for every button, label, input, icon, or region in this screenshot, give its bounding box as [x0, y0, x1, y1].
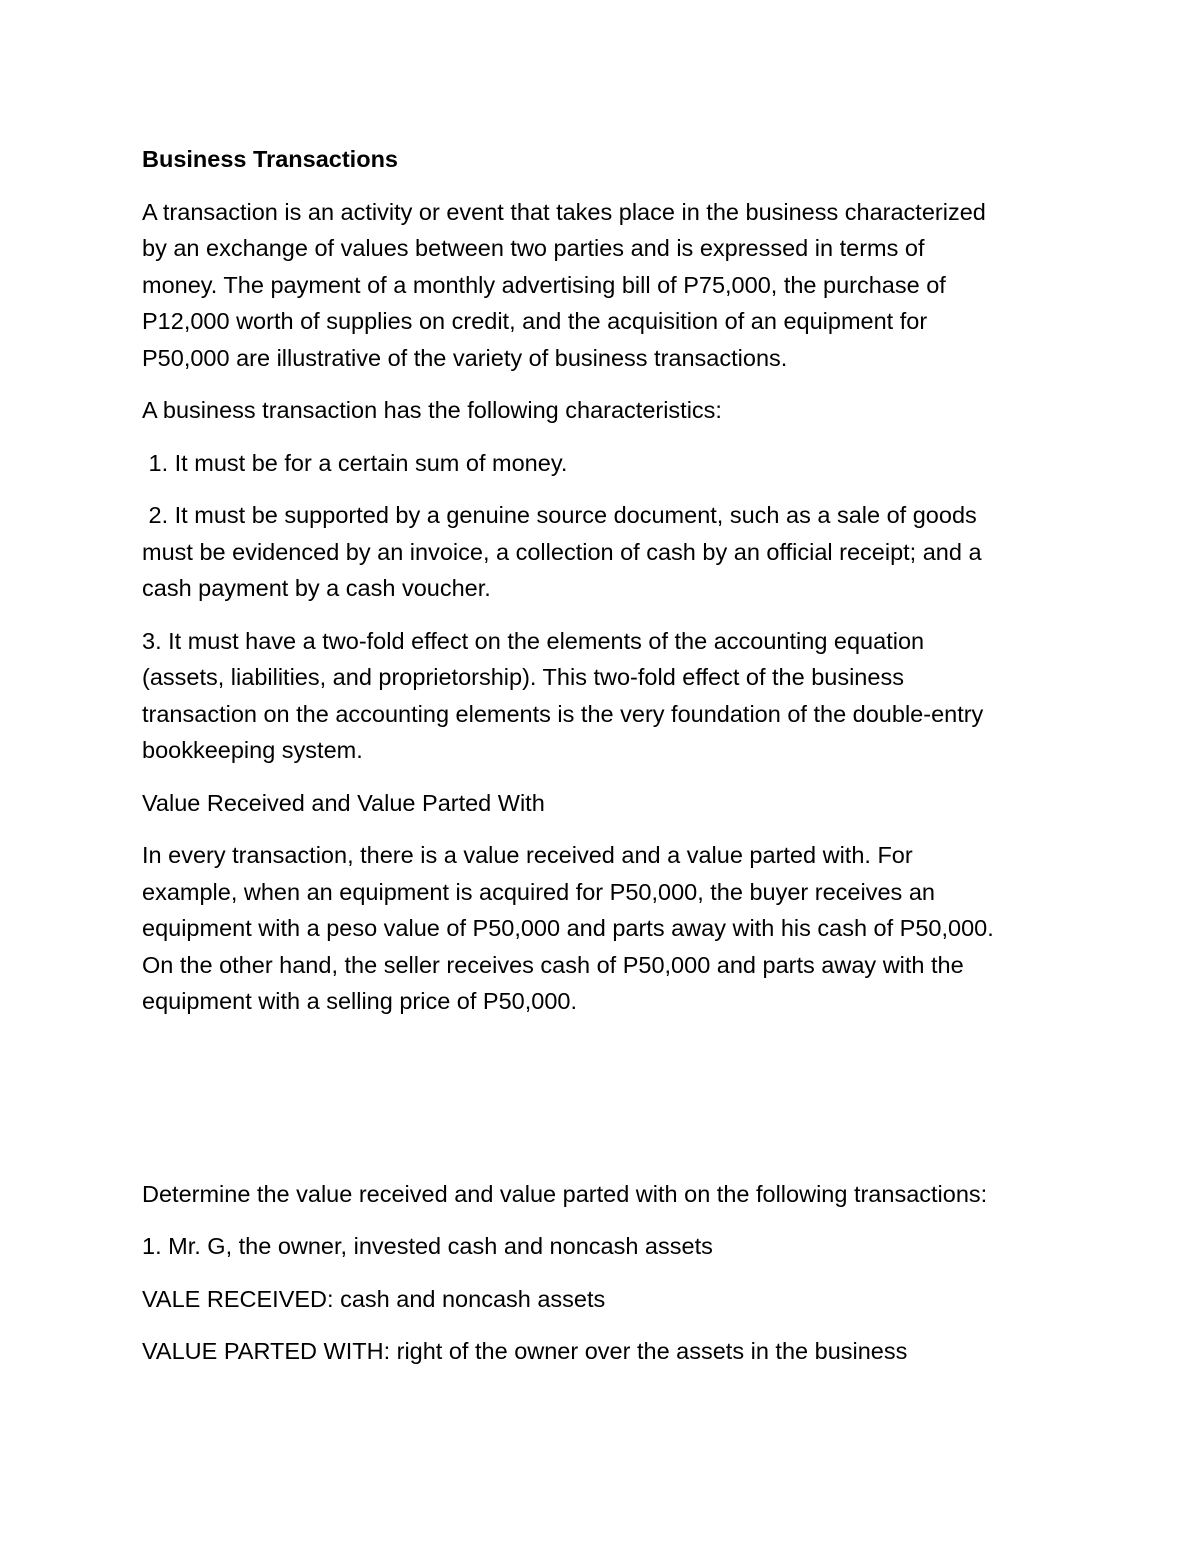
- exercise-heading: Determine the value received and value parted with on the following transactions:: [142, 1180, 988, 1207]
- item2-line: 2. It must be supported by a genuine source document, such as a sale of goods: [142, 502, 977, 528]
- characteristic-item-3: [142, 623, 1072, 769]
- section-line: equipment with a selling price of P50,000.: [142, 988, 578, 1014]
- document-body: [142, 141, 1072, 1386]
- intro-paragraph: [142, 194, 1072, 377]
- item3-line: 3. It must have a two-fold effect on the elements of the accounting equation: [142, 627, 925, 654]
- section-line: example, when an equipment is acquired for P50,000, the buyer receives an: [142, 878, 935, 905]
- characteristic-item-2: [142, 497, 1072, 607]
- blank-space: [142, 1036, 1072, 1176]
- characteristic-item-1: 1. It must be for a certain sum of money.: [142, 449, 568, 476]
- intro-line: A transaction is an activity or event that takes place in the business characterized: [142, 198, 986, 225]
- item3-line: (assets, liabilities, and proprietorship). This two-fold effect of the business: [142, 664, 904, 690]
- intro-line: P50,000 are illustrative of the variety of business transactions.: [142, 344, 788, 371]
- characteristics-heading: A business transaction has the following characteristics:: [142, 397, 722, 423]
- intro-line: by an exchange of values between two parties and is expressed in terms of: [142, 235, 925, 261]
- document-title: Business Transactions: [142, 146, 398, 172]
- section-line: In every transaction, there is a value received and a value parted with. For: [142, 842, 913, 868]
- value-parted-with: VALUE PARTED WITH: right of the owner over the assets in the business: [142, 1338, 908, 1364]
- item2-line: must be evidenced by an invoice, a collection of cash by an official receipt; and a: [142, 538, 982, 565]
- item3-line: transaction on the accounting elements is the very foundation of the double-entry: [142, 700, 984, 727]
- intro-line: P12,000 worth of supplies on credit, and the acquisition of an equipment for: [142, 308, 928, 334]
- value-received: VALE RECEIVED: cash and noncash assets: [142, 1285, 606, 1312]
- section-heading: Value Received and Value Parted With: [142, 789, 545, 816]
- item3-line: bookkeeping system.: [142, 737, 363, 763]
- item2-line: cash payment by a cash voucher.: [142, 575, 491, 601]
- section-line: On the other hand, the seller receives cash of P50,000 and parts away with the: [142, 951, 964, 978]
- exercise-item-1: 1. Mr. G, the owner, invested cash and noncash assets: [142, 1233, 713, 1259]
- section-line: equipment with a peso value of P50,000 and parts away with his cash of P50,000.: [142, 915, 994, 941]
- intro-line: money. The payment of a monthly advertising bill of P75,000, the purchase of: [142, 271, 946, 298]
- section-paragraph: [142, 837, 1072, 1020]
